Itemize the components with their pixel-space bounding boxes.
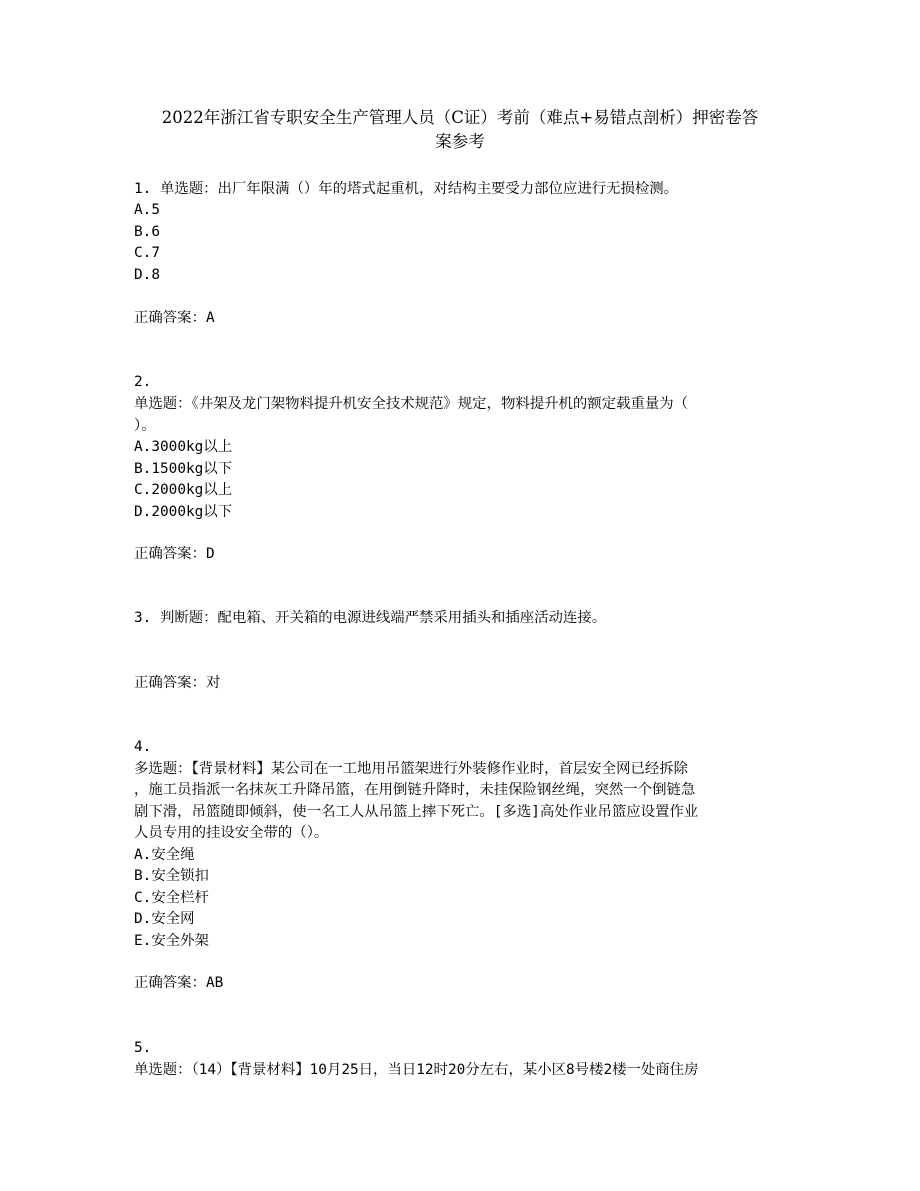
question-4-option-b: B.安全锁扣 bbox=[134, 868, 209, 884]
question-4-stem-line-2: ，施工员指派一名抹灰工升降吊篮，在用倒链升降时，未挂保险钢丝绳，突然一个倒链急 bbox=[134, 782, 696, 798]
question-4-stem-line-1: 多选题：【背景材料】某公司在一工地用吊篮架进行外装修作业时，首层安全网已经拆除 bbox=[134, 760, 689, 777]
question-2-stem-line-2: ）。 bbox=[134, 417, 156, 434]
question-4-option-d: D.安全网 bbox=[134, 911, 195, 927]
question-5-stem-line-1: 单选题：（14）【背景材料】10月25日，当日12时20分左右，某小区8号楼2楼一处商住房 bbox=[134, 1061, 699, 1078]
title-line-2: 案参考 bbox=[435, 132, 485, 151]
question-1-option-d: D.8 bbox=[134, 266, 160, 283]
question-4-option-e: E.安全外架 bbox=[134, 932, 209, 949]
question-1-option-b: B.6 bbox=[134, 223, 160, 240]
question-2-option-c: C.2000kg以上 bbox=[134, 482, 233, 498]
question-2-stem-line-1: 单选题：《井架及龙门架物料提升机安全技术规范》规定，物料提升机的额定载重量为（ bbox=[134, 396, 689, 412]
question-4-option-c: C.安全栏杆 bbox=[134, 889, 209, 906]
title-line-1: 2022年浙江省专职安全生产管理人员（C证）考前（难点+易错点剖析）押密卷答 bbox=[161, 108, 759, 127]
question-1-answer: 正确答案：A bbox=[134, 310, 215, 326]
question-4-stem-line-4: 人员专用的挂设安全带的（）。 bbox=[134, 825, 329, 841]
question-4-answer: 正确答案：AB bbox=[134, 975, 224, 991]
question-4-option-a: A.安全绳 bbox=[134, 846, 195, 863]
question-3-answer: 正确答案：对 bbox=[134, 675, 221, 691]
question-5-number: 5. bbox=[134, 1040, 152, 1056]
question-2-option-d: D.2000kg以下 bbox=[134, 503, 233, 520]
question-4-stem-line-3: 剧下滑，吊篮随即倾斜，使一名工人从吊篮上摔下死亡。[多选]高处作业吊篮应设置作业 bbox=[134, 803, 699, 820]
question-4-number: 4. bbox=[134, 739, 152, 755]
question-2-option-b: B.1500kg以下 bbox=[134, 460, 233, 477]
question-3-header: 3. 判断题：配电箱、开关箱的电源进线端严禁采用插头和插座活动连接。 bbox=[134, 610, 607, 626]
question-2-number: 2. bbox=[134, 374, 152, 390]
question-1-option-a: A.5 bbox=[134, 202, 160, 218]
question-2-answer: 正确答案：D bbox=[134, 546, 215, 562]
question-1-option-c: C.7 bbox=[134, 245, 160, 261]
document-title bbox=[130, 106, 790, 154]
question-1-header: 1. 单选题：出厂年限满（）年的塔式起重机，对结构主要受力部位应进行无损检测。 bbox=[134, 181, 679, 197]
question-2-option-a: A.3000kg以上 bbox=[134, 439, 233, 455]
